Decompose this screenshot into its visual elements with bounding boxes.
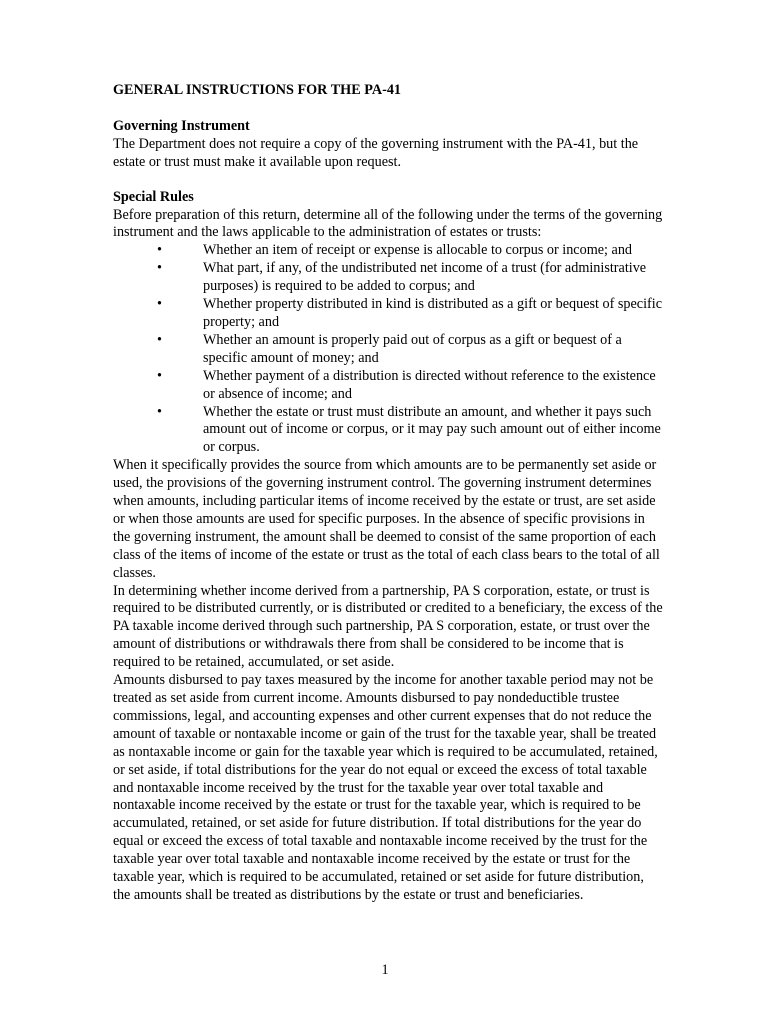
bullet-item [113, 332, 663, 368]
bullet-icon: • [157, 296, 162, 313]
bullet-text: Whether property distributed in kind is distributed as a gift or bequest of specific property; and [203, 296, 663, 330]
bullet-text: Whether an amount is properly paid out of corpus as a gift or bequest of a specific amount of money; and [203, 331, 622, 366]
bullet-item [113, 260, 663, 296]
special-rules-intro: Before preparation of this return, determine all of the following under the terms of the governing instrument and the laws applicable to the administration of estates or trusts: [113, 206, 663, 241]
bullet-text: Whether payment of a distribution is directed without reference to the existence or absence of income; and [203, 367, 656, 402]
bullet-icon: • [157, 260, 162, 277]
bullet-item [113, 368, 663, 404]
bullet-text: What part, if any, of the undistributed net income of a trust (for administrative purposes) is required to be added to corpus; and [203, 260, 647, 295]
document-page [113, 82, 663, 922]
bullet-icon: • [157, 367, 162, 384]
bullet-icon: • [157, 331, 162, 348]
page-number: 1 [381, 962, 389, 978]
special-rules-paragraph: Amounts disbursed to pay taxes measured by the income for another taxable period may not be treated as set aside from current income. Amounts disbursed to pay nondeductible trustee commissions, legal, and accounting expenses and other current expenses that do not reduce the amount of taxable or nontaxable income or gain of the trust for the taxable year, shall be treated as nontaxable income or gain for the taxable year which is required to be accumulated, retained, or set aside, if total distributions for the year do not equal or exceed the excess of total taxable and nontaxable income received by the trust for the taxable year over total taxable and nontaxable income received by the estate or trust for the taxable year, which is required to be accumulated, retained, or set aside for future distribution. If total distributions for the year do equal or exceed the excess of total taxable and nontaxable income received by the trust for the taxable year over total taxable and nontaxable income received by the estate or trust for the taxable year, which is required to be accumulated, retained or set aside for future distribution, the amounts shall be treated as distributions by the estate or trust and beneficiaries. [113, 672, 658, 903]
bullet-text: Whether an item of receipt or expense is allocable to corpus or income; and [203, 242, 633, 259]
bullet-icon: • [157, 403, 162, 420]
special-rules-bullet-list [113, 242, 663, 457]
section-heading-special-rules: Special Rules [113, 188, 194, 205]
special-rules-paragraph: When it specifically provides the source from which amounts are to be permanently set aside or used, the provisions of the governing instrument control. The governing instrument determines when amounts, including particular items of income received by the estate or trust, are set aside or when those amounts are used for specific purposes. In the absence of specific provisions in the governing instrument, the amount shall be deemed to consist of the same proportion of each class of the items of income of the estate or trust as the total of each class bears to the total of all classes. [113, 457, 660, 581]
bullet-item [113, 296, 663, 332]
governing-instrument-paragraph: The Department does not require a copy of the governing instrument with the PA-41, but the estate or trust must make it available upon request. [113, 135, 639, 170]
special-rules-paragraph: In determining whether income derived from a partnership, PA S corporation, estate, or trust is required to be distributed currently, or is distributed or credited to a beneficiary, the excess of the PA taxable income derived through such partnership, PA S corporation, estate, or trust over the amount of distributions or withdrawals there from shall be considered to be income that is required to be retained, accumulated, or set aside. [113, 582, 663, 671]
bullet-item [113, 242, 663, 260]
bullet-item [113, 404, 663, 458]
section-heading-governing-instrument: Governing Instrument [113, 117, 250, 134]
document-title: GENERAL INSTRUCTIONS FOR THE PA-41 [113, 82, 402, 98]
bullet-icon: • [157, 242, 162, 259]
bullet-text: Whether the estate or trust must distribute an amount, and whether it pays such amount out of income or corpus, or it may pay such amount out of either income or corpus. [203, 403, 661, 456]
section-special-rules [113, 189, 663, 905]
section-governing-instrument [113, 118, 663, 172]
